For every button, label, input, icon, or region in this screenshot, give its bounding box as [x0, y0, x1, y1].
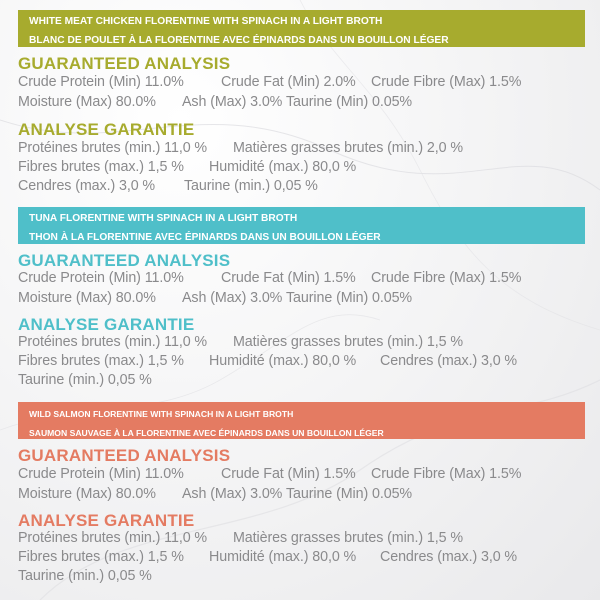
- tuna-banner: [18, 207, 585, 244]
- chicken-matieres-grasses: Matières grasses brutes (min.) 2,0 %: [233, 140, 463, 156]
- salmon-ash: Ash (Max) 3.0%: [182, 486, 283, 502]
- tuna-title-en: TUNA FLORENTINE WITH SPINACH IN A LIGHT BROTH: [29, 213, 298, 224]
- chicken-title-fr: BLANC DE POULET À LA FLORENTINE AVEC ÉPINARDS DANS UN BOUILLON LÉGER: [29, 35, 449, 46]
- tuna-taurine: Taurine (Min) 0.05%: [286, 290, 413, 306]
- tuna-taurine-fr: Taurine (min.) 0,05 %: [18, 372, 152, 388]
- tuna-cendres: Cendres (max.) 3,0 %: [380, 353, 518, 369]
- salmon-crude-protein: Crude Protein (Min) 11.0%: [18, 466, 184, 482]
- tuna-fibres: Fibres brutes (max.) 1,5 %: [18, 353, 184, 369]
- tuna-crude-protein: Crude Protein (Min) 11.0%: [18, 270, 184, 286]
- salmon-banner: [18, 402, 585, 439]
- chicken-taurine: Taurine (Min) 0.05%: [286, 94, 413, 110]
- chicken-banner: [18, 10, 585, 47]
- salmon-title-en: WILD SALMON FLORENTINE WITH SPINACH IN A LIGHT BROTH: [29, 409, 294, 419]
- tuna-ash: Ash (Max) 3.0%: [182, 290, 283, 306]
- chicken-crude-fibre: Crude Fibre (Max) 1.5%: [371, 74, 522, 90]
- salmon-moisture: Moisture (Max) 80.0%: [18, 486, 156, 502]
- chicken-fibres: Fibres brutes (max.) 1,5 %: [18, 159, 184, 175]
- tuna-ga-heading: GUARANTEED ANALYSIS: [18, 251, 231, 270]
- tuna-moisture: Moisture (Max) 80.0%: [18, 290, 156, 306]
- salmon-title-fr: SAUMON SAUVAGE À LA FLORENTINE AVEC ÉPINARDS DANS UN BOUILLON LÉGER: [29, 428, 384, 438]
- tuna-crude-fibre: Crude Fibre (Max) 1.5%: [371, 270, 522, 286]
- salmon-ag-heading: ANALYSE GARANTIE: [18, 511, 195, 530]
- tuna-humidite: Humidité (max.) 80,0 %: [209, 353, 357, 369]
- salmon-fibres: Fibres brutes (max.) 1,5 %: [18, 549, 184, 565]
- chicken-ash: Ash (Max) 3.0%: [182, 94, 283, 110]
- chicken-proteines: Protéines brutes (min.) 11,0 %: [18, 140, 208, 156]
- tuna-proteines: Protéines brutes (min.) 11,0 %: [18, 334, 208, 350]
- chicken-taurine-fr: Taurine (min.) 0,05 %: [184, 178, 318, 194]
- chicken-title-en: WHITE MEAT CHICKEN FLORENTINE WITH SPINACH IN A LIGHT BROTH: [29, 16, 383, 27]
- chicken-ag-heading: ANALYSE GARANTIE: [18, 120, 195, 139]
- tuna-ag-heading: ANALYSE GARANTIE: [18, 315, 195, 334]
- chicken-moisture: Moisture (Max) 80.0%: [18, 94, 156, 110]
- salmon-crude-fat: Crude Fat (Min) 1.5%: [221, 466, 356, 482]
- salmon-cendres: Cendres (max.) 3,0 %: [380, 549, 518, 565]
- tuna-crude-fat: Crude Fat (Min) 1.5%: [221, 270, 356, 286]
- salmon-taurine: Taurine (Min) 0.05%: [286, 486, 413, 502]
- chicken-crude-fat: Crude Fat (Min) 2.0%: [221, 74, 356, 90]
- chicken-crude-protein: Crude Protein (Min) 11.0%: [18, 74, 184, 90]
- tuna-matieres-grasses: Matières grasses brutes (min.) 1,5 %: [233, 334, 463, 350]
- salmon-crude-fibre: Crude Fibre (Max) 1.5%: [371, 466, 522, 482]
- chicken-humidite: Humidité (max.) 80,0 %: [209, 159, 357, 175]
- salmon-matieres-grasses: Matières grasses brutes (min.) 1,5 %: [233, 530, 463, 546]
- chicken-ga-heading: GUARANTEED ANALYSIS: [18, 54, 231, 73]
- salmon-ga-heading: GUARANTEED ANALYSIS: [18, 446, 231, 465]
- tuna-title-fr: THON À LA FLORENTINE AVEC ÉPINARDS DANS UN BOUILLON LÉGER: [29, 232, 381, 243]
- salmon-proteines: Protéines brutes (min.) 11,0 %: [18, 530, 208, 546]
- chicken-cendres: Cendres (max.) 3,0 %: [18, 178, 156, 194]
- salmon-taurine-fr: Taurine (min.) 0,05 %: [18, 568, 152, 584]
- salmon-humidite: Humidité (max.) 80,0 %: [209, 549, 357, 565]
